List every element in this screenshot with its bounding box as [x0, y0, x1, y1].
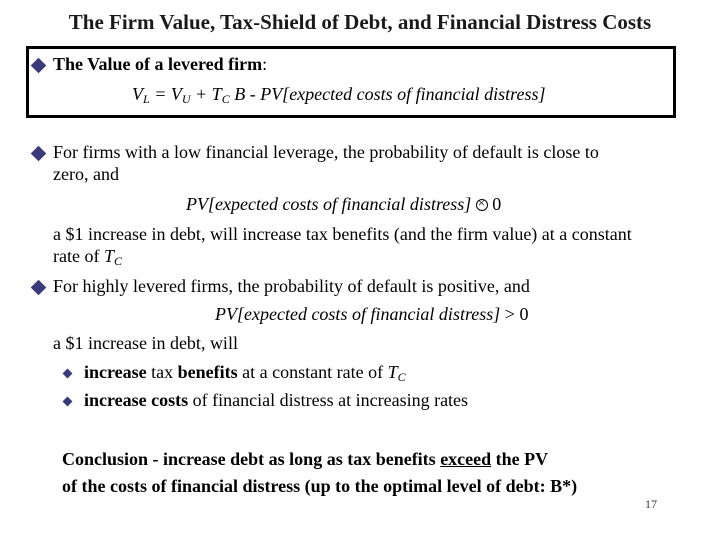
small-diamond-bullet-icon: [63, 397, 73, 407]
diamond-bullet-icon: [31, 146, 47, 162]
rate-sub-c: C: [113, 254, 122, 268]
sub1-sub-c: C: [397, 370, 406, 384]
sub-bullet-distress-costs: [84, 390, 468, 411]
sub1-benefits: benefits: [177, 362, 238, 382]
formula-sub-u: U: [181, 92, 191, 106]
formula-sub-l: L: [143, 92, 150, 106]
rate-of-text: rate of: [53, 246, 104, 266]
sub2-increase-costs: increase costs: [84, 390, 189, 410]
low-leverage-zero: 0: [492, 194, 502, 214]
slide-title: The Firm Value, Tax-Shield of Debt, and Financial Distress Costs: [68, 10, 652, 34]
diamond-bullet-icon: [31, 280, 47, 296]
low-leverage-line-5: [53, 246, 122, 269]
formula-eq: = V: [149, 84, 182, 104]
conclusion-pre: Conclusion - increase debt as long as tax benefits: [62, 449, 441, 469]
low-leverage-line-1: For firms with a low financial leverage, the probability of default is close to: [53, 142, 599, 162]
formula-plus-t: + T: [190, 84, 222, 104]
high-leverage-line-3: a $1 increase in debt, will: [53, 333, 238, 353]
high-leverage-line-1: For highly levered firms, the probability of default is positive, and: [53, 276, 530, 296]
conclusion-post: the PV: [491, 449, 549, 469]
formula-v: V: [132, 84, 143, 104]
rate-t: T: [103, 246, 114, 266]
sub1-tax: tax: [146, 362, 178, 382]
levered-firm-heading: [53, 54, 267, 75]
low-leverage-line-4: a $1 increase in debt, will increase tax benefits (and the firm value) at a constant: [53, 224, 632, 244]
sub-bullet-tax-benefits: [84, 362, 406, 385]
high-leverage-pv: PV[expected costs of financial distress]: [215, 304, 501, 324]
low-leverage-line-2: zero, and: [53, 164, 119, 184]
conclusion-line-2: of the costs of financial distress (up to the optimal level of debt: B*): [62, 476, 578, 496]
page-number: 17: [645, 497, 657, 511]
heading-colon: :: [262, 54, 268, 74]
levered-firm-formula: [132, 84, 545, 107]
formula-rest: B - PV[expected costs of financial distress]: [229, 84, 546, 104]
approximately-equal-icon: [476, 199, 488, 211]
low-leverage-pv: PV[expected costs of financial distress]: [186, 194, 472, 214]
low-leverage-pv-line: [186, 194, 501, 215]
sub2-rest: of financial distress at increasing rates: [188, 390, 469, 410]
conclusion-line-1: [62, 449, 548, 470]
formula-sub-c: C: [221, 92, 230, 106]
levered-firm-heading-text: The Value of a levered firm: [53, 54, 263, 74]
conclusion-exceed: exceed: [440, 449, 492, 469]
sub1-t: T: [387, 362, 398, 382]
small-diamond-bullet-icon: [63, 369, 73, 379]
high-leverage-gt-zero: > 0: [500, 304, 529, 324]
high-leverage-pv-line: [215, 304, 528, 325]
sub1-increase: increase: [84, 362, 147, 382]
sub1-rest: at a constant rate of: [237, 362, 388, 382]
